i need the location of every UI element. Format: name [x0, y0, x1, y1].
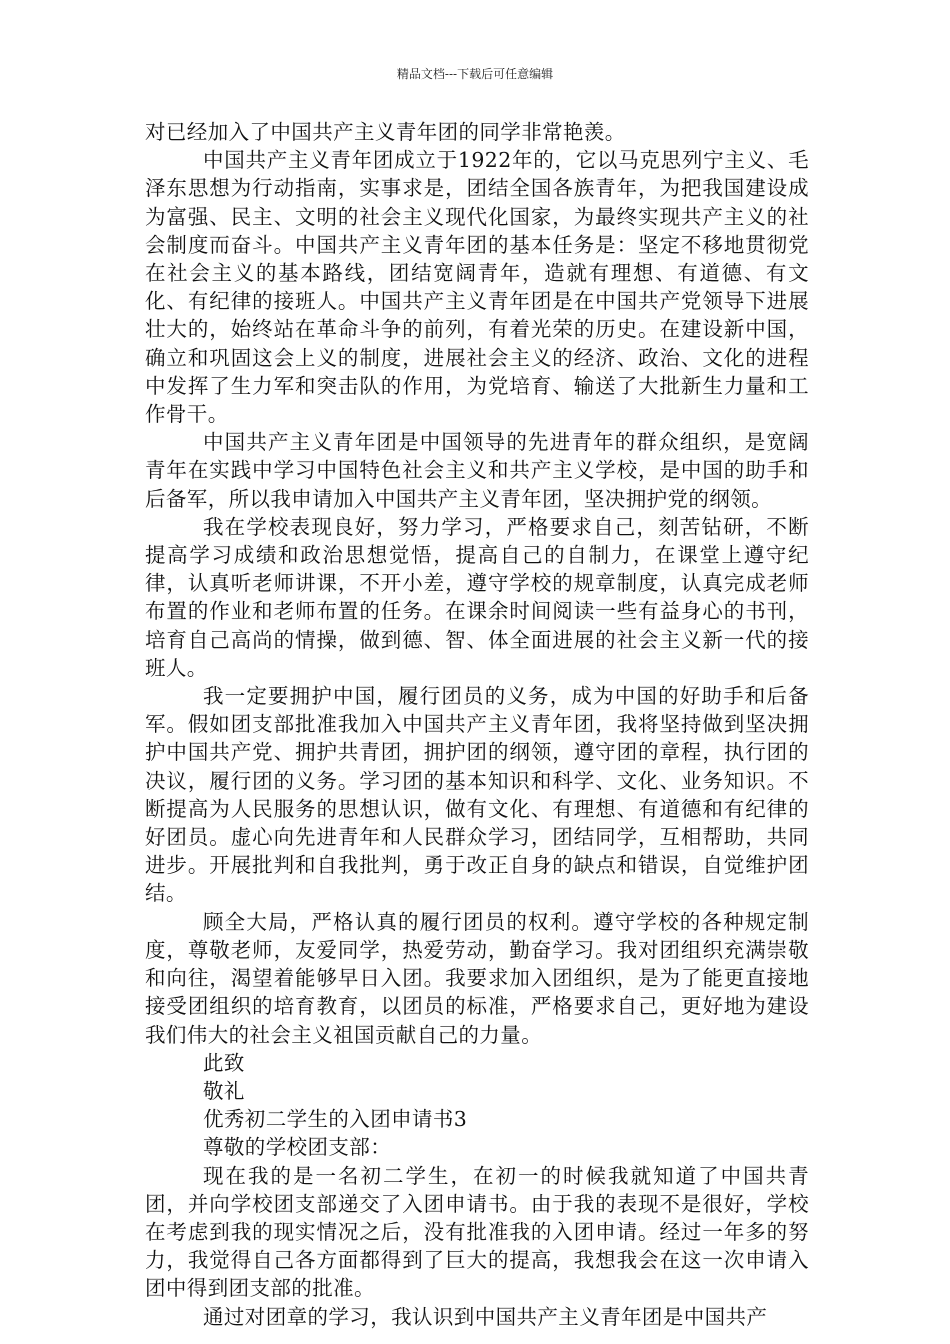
section-title: 优秀初二学生的入团申请书3	[203, 1107, 468, 1132]
paragraph-2: 中国共产主义青年团成立于1922年的，它以马克思列宁主义、毛泽东思想为行动指南，实事求是，团结全国各族青年，为把我国建设成为富强、民主、文明的社会主义现代化国家，为最终实现共产主义的社会制度而奋斗。中国共产主义青年团的基本任务是：坚定不移地贯彻党在社会主义的基本路线，团结宽阔青年，造就有理想、有道德、有文化、有纪律的接班人。中国共产主义青年团是在中国共产党领导下进展壮大的，始终站在革命斗争的前列，有着光荣的历史。在建设新中国，确立和巩固这会上义的制度，进展社会主义的经济、政治、文化的进程中发挥了生力军和突击队的作用，为党培育、输送了大批新生力量和工作骨干。	[145, 148, 809, 427]
paragraph-7: 现在我的是一名初二学生，在初一的时候我就知道了中国共青团，并向学校团支部递交了入团申请书。由于我的表现不是很好，学校在考虑到我的现实情况之后，没有批准我的入团申请。经过一年多的努力，我觉得自己各方面都得到了巨大的提高，我想我会在这一次申请入团中得到团支部的批准。	[145, 1163, 809, 1301]
paragraph-5: 我一定要拥护中国，履行团员的义务，成为中国的好助手和后备军。假如团支部批准我加入中国共产主义青年团，我将坚持做到坚决拥护中国共产党、拥护共青团，拥护团的纲领，遵守团的章程，执行团的决议，履行团的义务。学习团的基本知识和科学、文化、业务知识。不断提高为人民服务的思想认识，做有文化、有理想、有道德和有纪律的好团员。虚心向先进青年和人民群众学习，团结同学，互相帮助，共同进步。开展批判和自我批判，勇于改正自身的缺点和错误，自觉维护团结。	[145, 684, 809, 906]
paragraph-3: 中国共产主义青年团是中国领导的先进青年的群众组织，是宽阔青年在实践中学习中国特色社会主义和共产主义学校，是中国的助手和后备军，所以我申请加入中国共产主义青年团，坚决拥护党的纲领。	[145, 430, 809, 511]
paragraph-8: 通过对团章的学习，我认识到中国共产主义青年团是中国共产	[203, 1304, 768, 1329]
page-header: 精品文档---下载后可任意编辑	[396, 67, 554, 81]
closing-regards: 敬礼	[203, 1078, 245, 1103]
closing-salutation: 此致	[203, 1050, 245, 1075]
paragraph-1: 对已经加入了中国共产主义青年团的同学非常艳羡。	[145, 120, 626, 144]
paragraph-4: 我在学校表现良好，努力学习，严格要求自己，刻苦钻研，不断提高学习成绩和政治思想觉悟，提高自己的自制力，在课堂上遵守纪律，认真听老师讲课，不开小差，遵守学校的规章制度，认真完成老师布置的作业和老师布置的任务。在课余时间阅读一些有益身心的书刊，培育自己高尚的情操，做到德、智、体全面进展的社会主义新一代的接班人。	[145, 514, 809, 680]
addressee: 尊敬的学校团支部：	[203, 1135, 392, 1160]
document-body	[145, 118, 809, 1331]
paragraph-6: 顾全大局，严格认真的履行团员的权利。遵守学校的各种规定制度，尊敬老师，友爱同学，热爱劳动，勤奋学习。我对团组织充满崇敬和向往，渴望着能够早日入团。我要求加入团组织，是为了能更直接地接受团组织的培育教育，以团员的标准，严格要求自己，更好地为建设我们伟大的社会主义祖国贡献自己的力量。	[145, 909, 809, 1047]
